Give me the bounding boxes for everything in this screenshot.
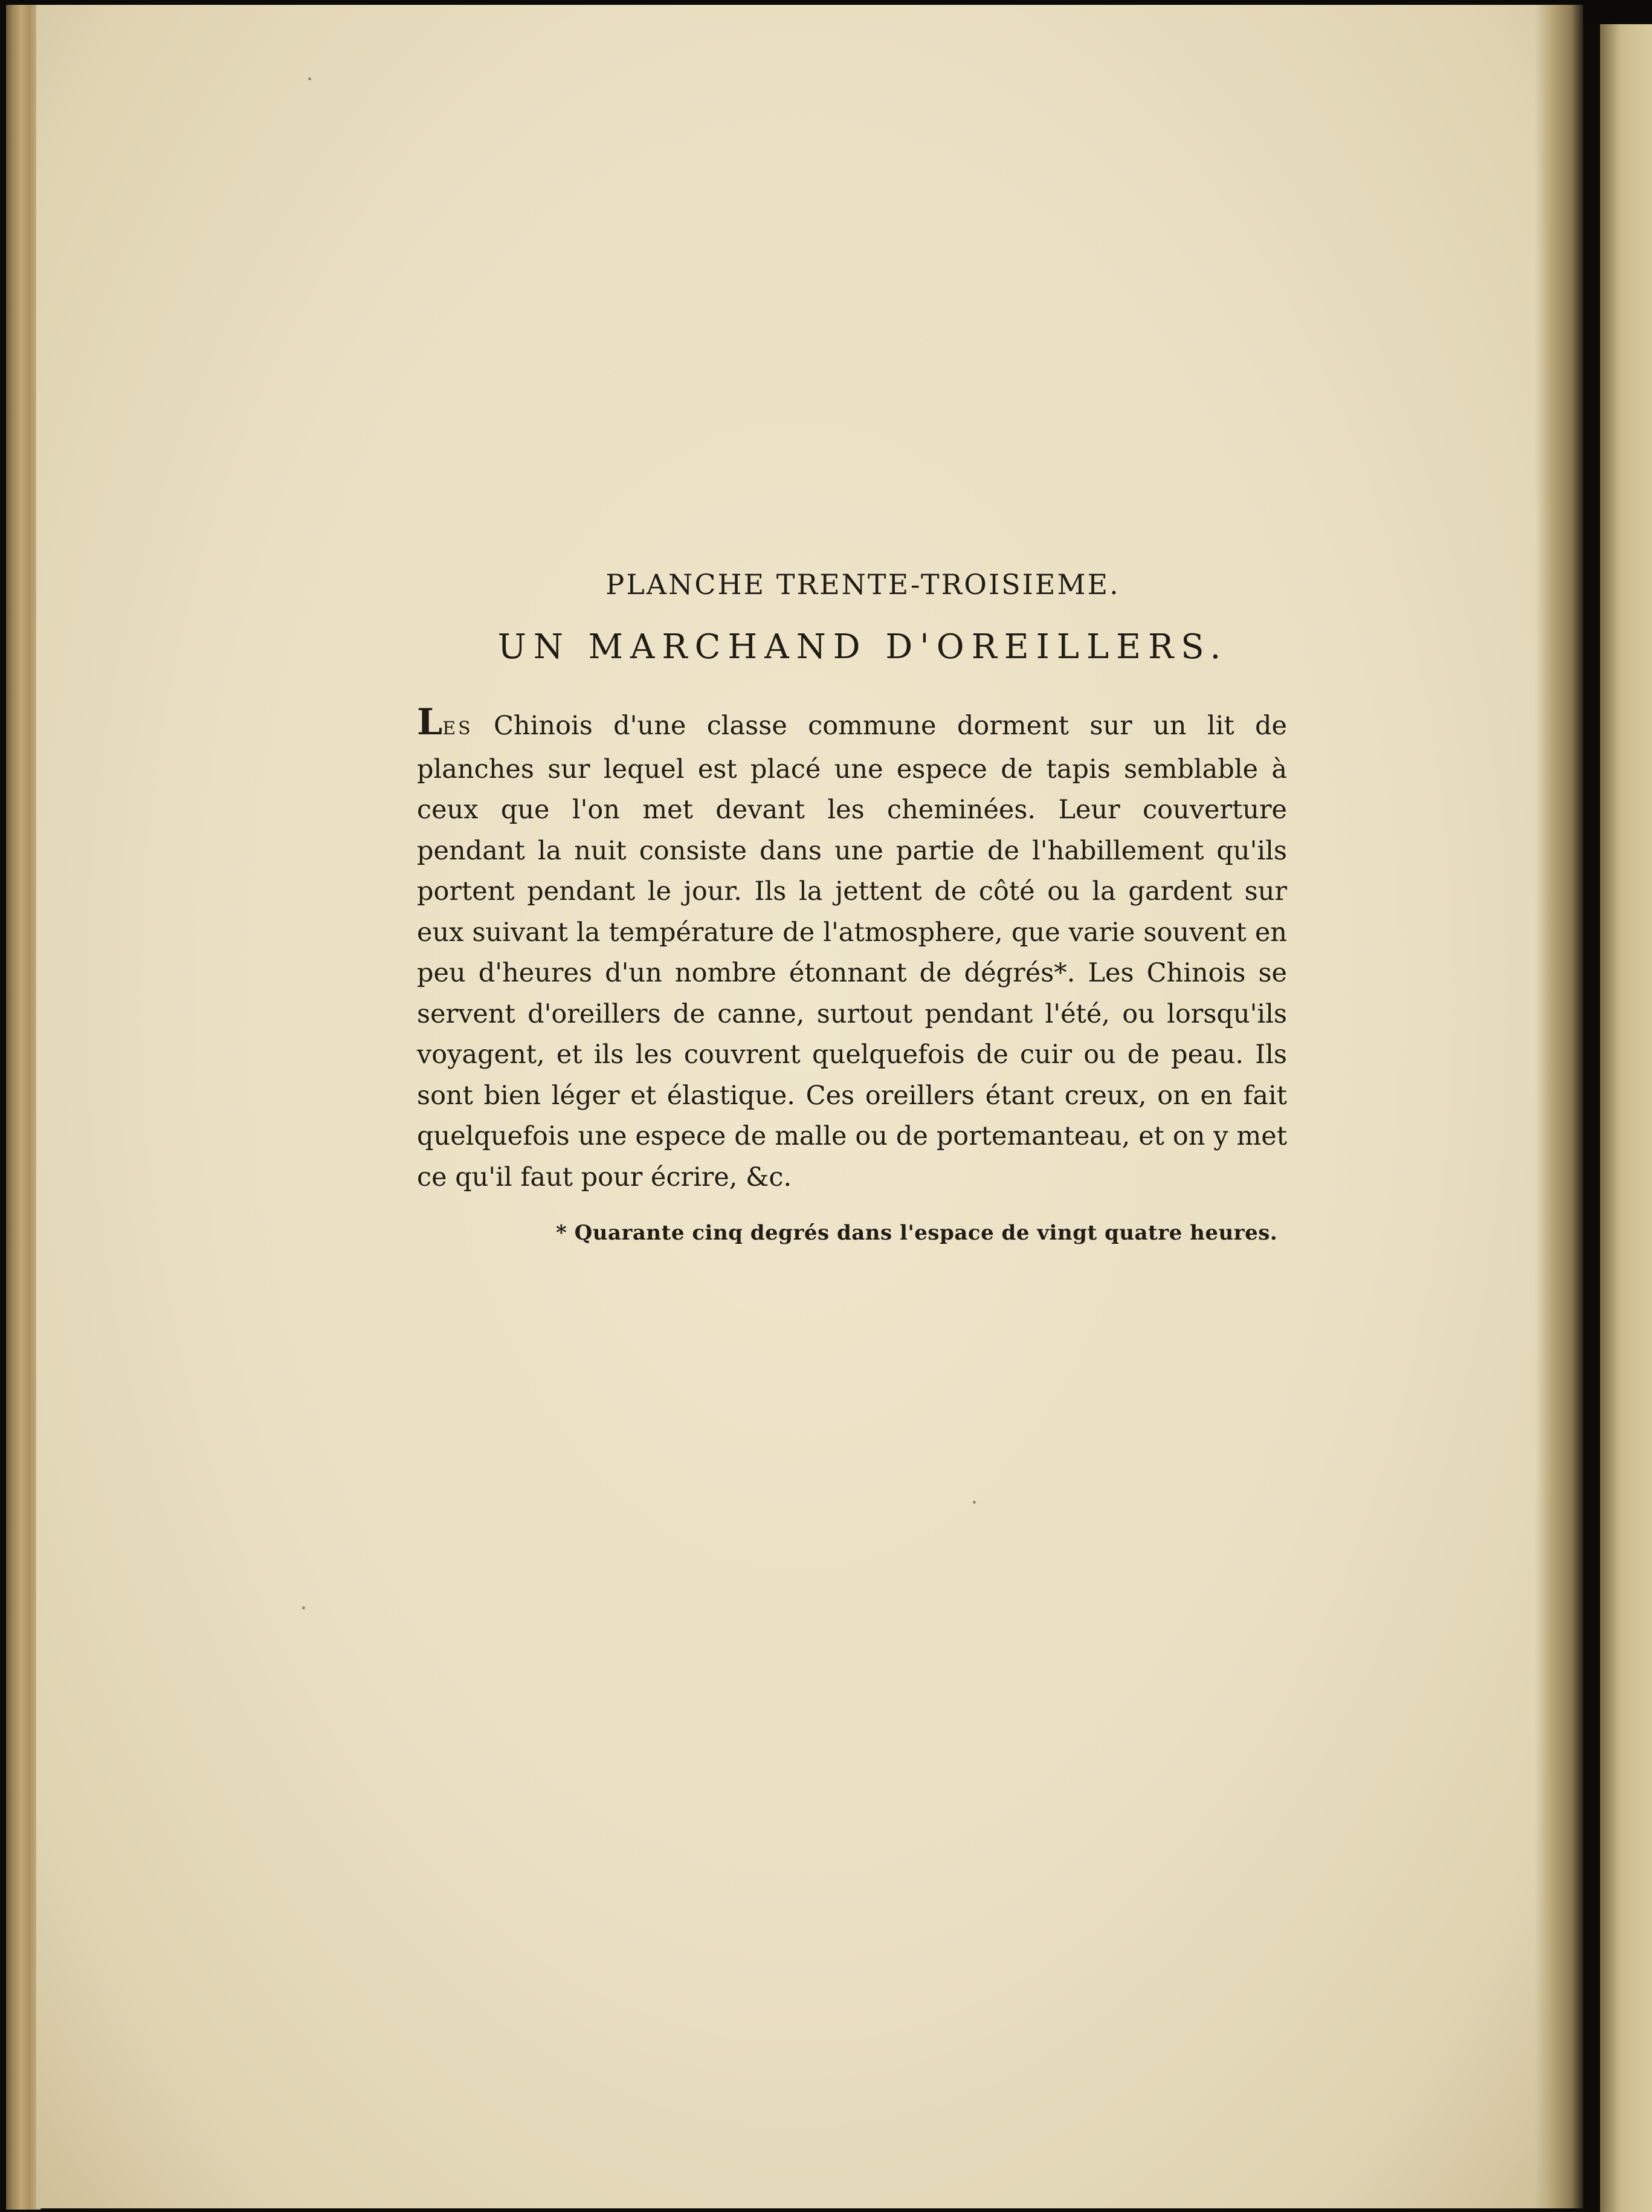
footnote: * Quarante cinq degrés dans l'espace de vingt quatre heures. (556, 1221, 1278, 1245)
plate-subtitle: UN MARCHAND D'OREILLERS. (497, 627, 1228, 667)
body-paragraph (417, 701, 1288, 1198)
body-text: Chinois d'une classe commune dorment sur un lit de planches sur lequel est placé une espece de tapis semblable à ceux que l'on met devant les cheminées. Leur couverture pendant la nuit consiste dans une partie de l'habillement qu'ils portent pendant le jour. Ils la jettent de côté ou la gardent sur eux suivant la température de l'atmosphere, que varie souvent en peu d'heures d'un nombre étonnant de dégrés*. Les Chinois se servent d'oreillers de canne, surtout pendant l'été, ou lorsqu'ils voyagent, et ils les couvrent quelquefois de cuir ou de peau. Ils sont bien léger et élastique. Ces oreillers étant creux, on en fait quelquefois une espece de malle ou de portemanteau, et on y met ce qu'il faut pour écrire, &c. (417, 711, 1288, 1192)
paper-fleck (308, 77, 311, 80)
paper-fleck (302, 1606, 305, 1609)
paper-fleck (973, 1501, 976, 1504)
plate-title: PLANCHE TRENTE-TROISIEME. (605, 568, 1120, 601)
book-spine (1583, 24, 1600, 2212)
text-block (417, 568, 1287, 1245)
small-caps-lead: ES (442, 718, 473, 739)
page-gutter (1535, 5, 1583, 2208)
drop-cap: L (417, 701, 443, 743)
facing-page-edge (1600, 24, 1652, 2212)
